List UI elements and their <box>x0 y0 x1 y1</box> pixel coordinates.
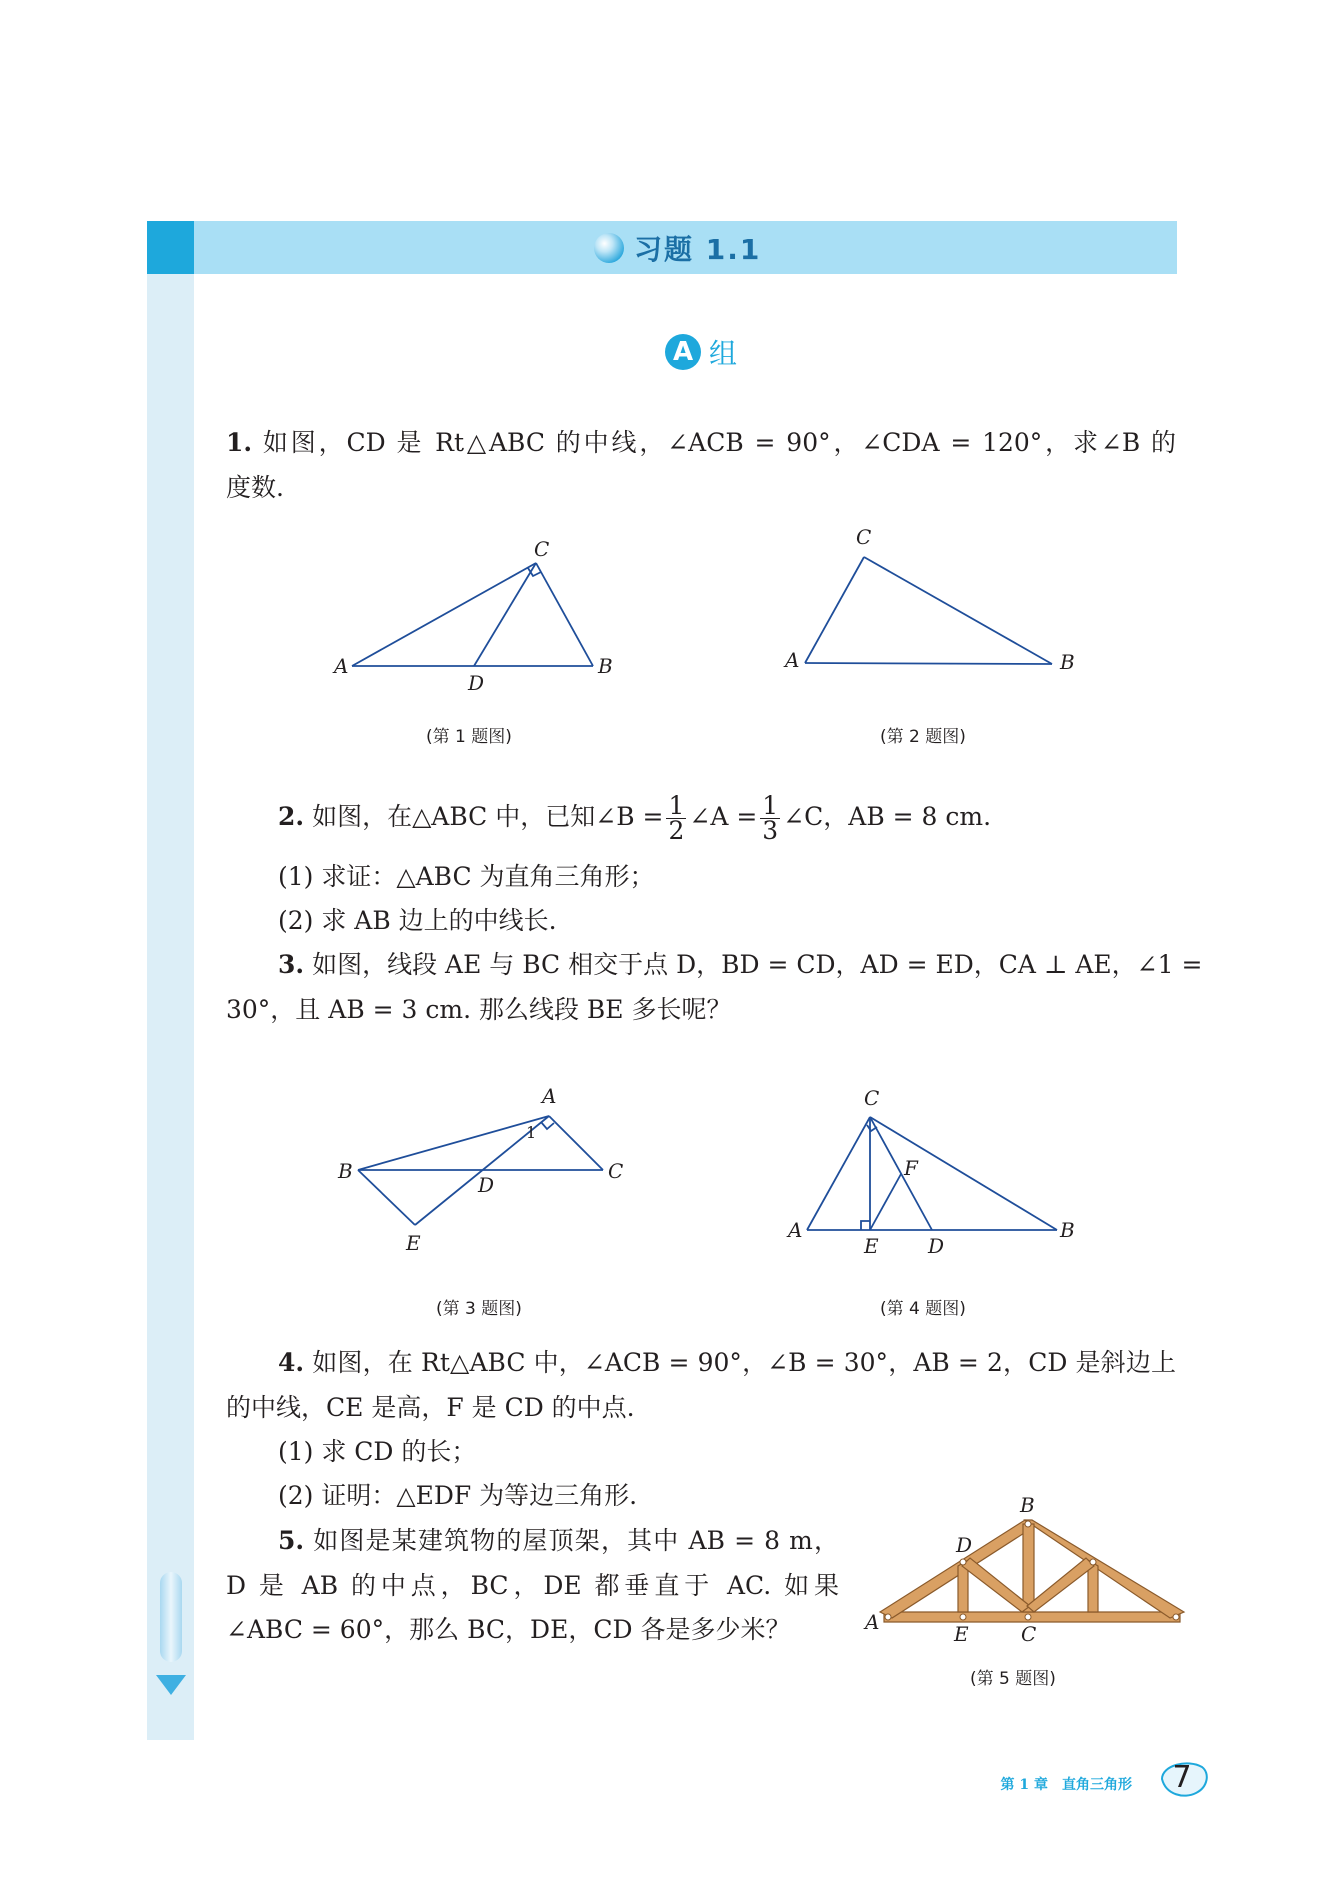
q2-fraction-1 <box>666 791 686 845</box>
q1-line-1 <box>226 428 1176 458</box>
fig5-tie-beam <box>884 1612 1180 1622</box>
fig2-label-b: B <box>1060 650 1075 674</box>
q3-line-2: 30°，且 AB = 3 cm. 那么线段 BE 多长呢？ <box>226 995 732 1024</box>
q2-frac1-den: 2 <box>668 816 685 845</box>
fig4-segment-ef <box>870 1174 901 1230</box>
margin-band <box>147 270 194 1740</box>
fig5-right-rafter <box>1025 1520 1184 1618</box>
fig1-label-d: D <box>468 671 485 695</box>
q3-line-1 <box>278 950 1203 980</box>
margin-arrow-icon <box>156 1675 186 1695</box>
q2-text-pre: 如图，在△ABC 中，已知∠B = <box>312 802 664 831</box>
fig3-caption: (第 3 题图) <box>436 1299 522 1319</box>
fig5-joint-e <box>960 1614 966 1620</box>
fig3-segment-be <box>358 1170 415 1225</box>
fig5-label-c: C <box>1021 1622 1037 1644</box>
fig2-caption: (第 2 题图) <box>880 727 966 747</box>
globe-icon <box>594 233 624 263</box>
fig3-label-b: B <box>338 1159 353 1183</box>
q5-text-1: 如图是某建筑物的屋顶架，其中 AB = 8 m， <box>313 1526 839 1555</box>
q3-text-1: 如图，线段 AE 与 BC 相交于点 D，BD = CD，AD = ED，CA ⊥ AE，∠1 = <box>312 950 1203 979</box>
fig3-segment-ac <box>549 1116 603 1170</box>
group-heading <box>665 332 737 372</box>
fig5-joint-d <box>960 1559 966 1565</box>
q2-part-1: (1) 求证：△ABC 为直角三角形； <box>278 862 655 891</box>
q2-frac1-num: 1 <box>668 791 685 820</box>
fig3-label-e: E <box>406 1231 421 1255</box>
group-label: 组 <box>709 337 738 370</box>
q2-number: 2. <box>278 802 305 831</box>
q5-line-3: ∠ABC = 60°，那么 BC，DE，CD 各是多少米？ <box>226 1615 791 1644</box>
q4-line-2: 的中线，CE 是高，F 是 CD 的中点. <box>226 1393 635 1422</box>
fig3-label-angle-1: 1 <box>526 1123 537 1142</box>
fig1-median-cd <box>474 563 536 666</box>
fig3-right-angle-mark <box>541 1122 554 1129</box>
q2-frac2-den: 3 <box>762 816 779 845</box>
q4-part-1: (1) 求 CD 的长； <box>278 1437 477 1466</box>
fig5-joint-b <box>1025 1521 1031 1527</box>
q2-text-post: ∠C，AB = 8 cm. <box>783 802 992 831</box>
fig4-right-angle-mark-e <box>861 1221 870 1230</box>
q5-number: 5. <box>278 1526 305 1555</box>
fig5-caption: (第 5 题图) <box>970 1669 1056 1689</box>
exercise-title: 习题 1.1 <box>634 233 762 266</box>
fig4-side-ac <box>807 1117 870 1230</box>
fig4-caption: (第 4 题图) <box>880 1299 966 1319</box>
q5-line-1 <box>278 1526 839 1556</box>
q4-number: 4. <box>278 1348 305 1377</box>
q1-number: 1. <box>226 428 253 457</box>
fig1-label-a: A <box>334 654 349 678</box>
q5-line-2: D 是 AB 的中点，BC，DE 都垂直于 AC. 如果 <box>226 1571 839 1600</box>
figure-1 <box>330 530 630 700</box>
q4-line-1 <box>278 1348 1176 1378</box>
fig3-label-c: C <box>608 1159 624 1183</box>
margin-scroll-decoration <box>160 1572 182 1662</box>
fig5-label-a: A <box>865 1610 880 1634</box>
figure-3 <box>330 1078 650 1258</box>
q3-number: 3. <box>278 950 305 979</box>
fig1-side-ac <box>352 563 536 666</box>
q1-text-1: 如图，CD 是 Rt△ABC 的中线，∠ACB = 90°，∠CDA = 120°，求∠B 的 <box>262 428 1176 457</box>
q2-fraction-2 <box>760 791 780 845</box>
fig5-right-strut <box>1027 1558 1094 1612</box>
fig1-label-b: B <box>598 654 613 678</box>
fig3-label-d: D <box>478 1173 495 1197</box>
q4-text-1: 如图，在 Rt△ABC 中，∠ACB = 90°，∠B = 30°，AB = 2，CD 是斜边上 <box>312 1348 1176 1377</box>
q1-line-2: 度数. <box>226 473 284 502</box>
fig2-label-a: A <box>785 648 800 672</box>
fig1-side-cb <box>536 563 593 666</box>
fig4-label-f: F <box>904 1156 918 1180</box>
page-number: 7 <box>1172 1760 1192 1795</box>
fig5-joint-right-post <box>1090 1559 1096 1565</box>
fig5-joint-right-end <box>1173 1614 1179 1620</box>
fig4-side-cb <box>870 1117 1057 1230</box>
fig2-side-ac <box>805 557 864 663</box>
q2-line-1 <box>278 789 991 845</box>
q2-frac2-num: 1 <box>762 791 779 820</box>
figure-5 <box>862 1494 1192 1644</box>
fig2-side-cb <box>864 557 1052 664</box>
figure-4 <box>785 1085 1095 1270</box>
fig4-label-e: E <box>864 1234 879 1258</box>
fig5-left-strut <box>962 1558 1030 1612</box>
q4-part-2: (2) 证明：△EDF 为等边三角形. <box>278 1481 638 1510</box>
fig4-label-d: D <box>928 1234 945 1258</box>
fig5-joint-a <box>885 1614 891 1620</box>
fig4-label-a: A <box>788 1218 803 1242</box>
fig3-segment-ba <box>358 1116 549 1170</box>
q2-text-mid: ∠A = <box>689 802 758 831</box>
fig5-label-b: B <box>1020 1494 1035 1517</box>
fig1-caption: (第 1 题图) <box>426 727 512 747</box>
q2-part-2: (2) 求 AB 边上的中线长. <box>278 906 557 935</box>
header-square-decoration <box>147 221 194 274</box>
fig5-label-e: E <box>954 1622 969 1644</box>
fig1-label-c: C <box>534 537 550 561</box>
fig5-king-post <box>1023 1524 1034 1612</box>
fig3-label-a: A <box>542 1084 557 1108</box>
fig5-joint-c <box>1025 1614 1031 1620</box>
figure-2 <box>780 522 1090 682</box>
fig2-side-ab <box>805 663 1052 664</box>
group-badge: A <box>665 334 701 370</box>
footer-chapter-title: 第 1 章 直角三角形 <box>1000 1777 1132 1793</box>
exercise-header <box>594 225 761 271</box>
fig5-label-d: D <box>956 1533 973 1557</box>
fig4-label-c: C <box>864 1086 880 1110</box>
fig2-label-c: C <box>856 525 872 549</box>
fig4-label-b: B <box>1060 1218 1075 1242</box>
